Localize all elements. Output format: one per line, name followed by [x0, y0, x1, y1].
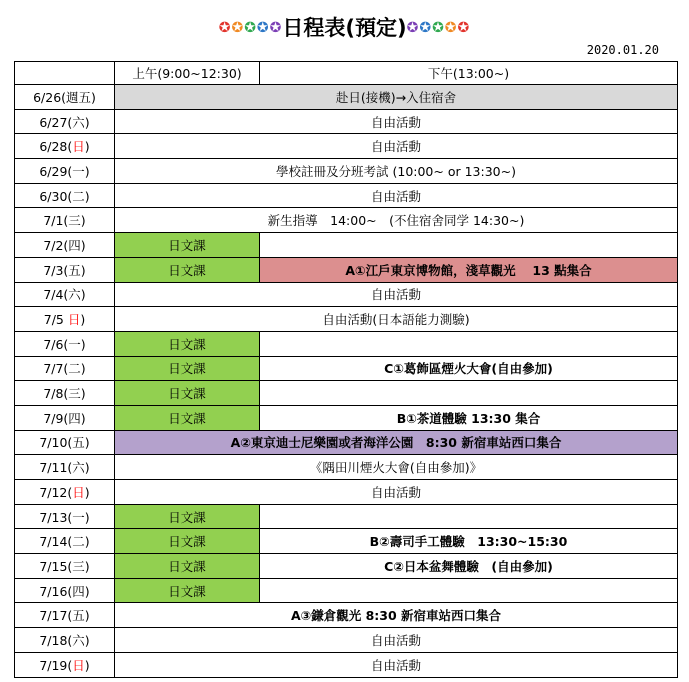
morning-class-cell: 日文課 — [115, 529, 260, 554]
schedule-table — [14, 61, 678, 678]
date-close: ) — [80, 312, 86, 328]
sunday-marker: 日 — [72, 139, 85, 155]
date-text: 7/7(二) — [43, 361, 86, 377]
left-stars-icon: ✪✪✪✪✪ — [218, 20, 283, 36]
date-text: 7/12( — [39, 484, 73, 500]
date-cell — [15, 257, 115, 282]
table-row — [15, 504, 678, 529]
activity-cell: 自由活動 — [115, 480, 678, 505]
table-row — [15, 331, 678, 356]
date-cell — [15, 282, 115, 307]
date-text: 7/6(一) — [43, 336, 86, 352]
date-text: 7/5 — [43, 312, 68, 328]
date-text: 6/30(二) — [39, 188, 90, 204]
table-row — [15, 430, 678, 455]
table-row — [15, 405, 678, 430]
table-row — [15, 282, 678, 307]
morning-class-cell: 日文課 — [115, 578, 260, 603]
page-title — [0, 12, 689, 42]
activity-cell: 自由活動(日本語能力測驗) — [115, 307, 678, 332]
afternoon-activity-cell: A①江戶東京博物館，淺草觀光 13 點集合 — [260, 257, 678, 282]
date-text: 7/11(六) — [39, 460, 90, 476]
date-text: 7/17(五) — [39, 608, 90, 624]
date-cell — [15, 529, 115, 554]
document-date: 2020.01.20 — [586, 43, 659, 57]
date-cell — [15, 603, 115, 628]
activity-cell: 自由活動 — [115, 652, 678, 677]
date-cell — [15, 652, 115, 677]
date-cell — [15, 331, 115, 356]
date-text: 7/1(三) — [43, 213, 86, 229]
date-cell — [15, 159, 115, 184]
date-text: 7/19( — [39, 657, 73, 673]
afternoon-activity-cell — [260, 233, 678, 258]
date-cell — [15, 381, 115, 406]
date-text: 7/3(五) — [43, 262, 86, 278]
date-cell — [15, 85, 115, 110]
afternoon-activity-cell — [260, 504, 678, 529]
header-row — [15, 62, 678, 85]
table-row — [15, 529, 678, 554]
date-close: ) — [84, 657, 90, 673]
date-cell — [15, 430, 115, 455]
date-cell — [15, 233, 115, 258]
activity-cell: 新生指導 14:00~ (不住宿舍同学 14:30~) — [115, 208, 678, 233]
date-close: ) — [84, 484, 90, 500]
table-row — [15, 480, 678, 505]
date-cell — [15, 356, 115, 381]
table-row — [15, 85, 678, 110]
morning-class-cell: 日文課 — [115, 233, 260, 258]
table-row — [15, 652, 678, 677]
date-text: 7/9(四) — [43, 410, 86, 426]
activity-cell: A②東京迪士尼樂園或者海洋公園 8:30 新宿車站西口集合 — [115, 430, 678, 455]
afternoon-activity-cell: B②壽司手工體驗 13:30~15:30 — [260, 529, 678, 554]
activity-cell: 學校註冊及分班考試 (10:00~ or 13:30~) — [115, 159, 678, 184]
activity-cell: 自由活動 — [115, 628, 678, 653]
table-row — [15, 554, 678, 579]
date-cell — [15, 628, 115, 653]
morning-class-cell: 日文課 — [115, 257, 260, 282]
date-cell — [15, 405, 115, 430]
afternoon-activity-cell: B①茶道體驗 13:30 集合 — [260, 405, 678, 430]
activity-cell: 自由活動 — [115, 183, 678, 208]
table-row — [15, 455, 678, 480]
table-row — [15, 159, 678, 184]
table-row — [15, 603, 678, 628]
morning-class-cell: 日文課 — [115, 356, 260, 381]
date-cell — [15, 134, 115, 159]
date-text: 7/10(五) — [39, 435, 90, 451]
morning-class-cell: 日文課 — [115, 331, 260, 356]
table-row — [15, 628, 678, 653]
activity-cell: 自由活動 — [115, 109, 678, 134]
date-text: 7/8(三) — [43, 386, 86, 402]
morning-class-cell: 日文課 — [115, 405, 260, 430]
activity-cell: 自由活動 — [115, 282, 678, 307]
header-pm: 下午(13:00~) — [260, 62, 678, 85]
morning-class-cell: 日文課 — [115, 504, 260, 529]
activity-cell: 自由活動 — [115, 134, 678, 159]
activity-cell: A③鎌倉觀光 8:30 新宿車站西口集合 — [115, 603, 678, 628]
table-row — [15, 307, 678, 332]
afternoon-activity-cell — [260, 578, 678, 603]
date-cell — [15, 504, 115, 529]
date-cell — [15, 307, 115, 332]
table-row — [15, 381, 678, 406]
table-row — [15, 233, 678, 258]
date-text: 7/14(二) — [39, 534, 90, 550]
date-cell — [15, 578, 115, 603]
afternoon-activity-cell: C①葛飾區煙火大會(自由參加) — [260, 356, 678, 381]
date-cell — [15, 109, 115, 134]
table-row — [15, 134, 678, 159]
date-cell — [15, 480, 115, 505]
afternoon-activity-cell — [260, 381, 678, 406]
date-text: 6/27(六) — [39, 114, 90, 130]
date-text: 7/2(四) — [43, 237, 86, 253]
afternoon-activity-cell: C②日本盆舞體驗 (自由參加) — [260, 554, 678, 579]
table-row — [15, 183, 678, 208]
afternoon-activity-cell — [260, 331, 678, 356]
date-text: 7/4(六) — [43, 287, 86, 303]
morning-class-cell: 日文課 — [115, 554, 260, 579]
date-cell — [15, 183, 115, 208]
morning-class-cell: 日文課 — [115, 381, 260, 406]
sunday-marker: 日 — [72, 484, 85, 500]
table-row — [15, 109, 678, 134]
table-row — [15, 356, 678, 381]
title-text: 日程表(預定) — [282, 16, 407, 40]
date-text: 6/26(週五) — [33, 89, 96, 105]
right-stars-icon: ✪✪✪✪✪ — [406, 20, 471, 36]
date-text: 7/16(四) — [39, 583, 90, 599]
header-am: 上午(9:00~12:30) — [115, 62, 260, 85]
date-text: 6/28( — [39, 139, 73, 155]
sunday-marker: 日 — [72, 657, 85, 673]
date-text: 7/13(一) — [39, 509, 90, 525]
table-row — [15, 257, 678, 282]
table-row — [15, 208, 678, 233]
activity-cell: 《隅田川煙火大會(自由參加)》 — [115, 455, 678, 480]
header-date — [15, 62, 115, 85]
date-close: ) — [84, 139, 90, 155]
sunday-marker: 日 — [67, 312, 81, 328]
date-text: 7/18(六) — [39, 632, 90, 648]
date-text: 6/29(一) — [39, 163, 90, 179]
date-cell — [15, 455, 115, 480]
date-cell — [15, 208, 115, 233]
date-text: 7/15(三) — [39, 558, 90, 574]
table-row — [15, 578, 678, 603]
activity-cell: 赴日(接機)→入住宿舍 — [115, 85, 678, 110]
date-cell — [15, 554, 115, 579]
